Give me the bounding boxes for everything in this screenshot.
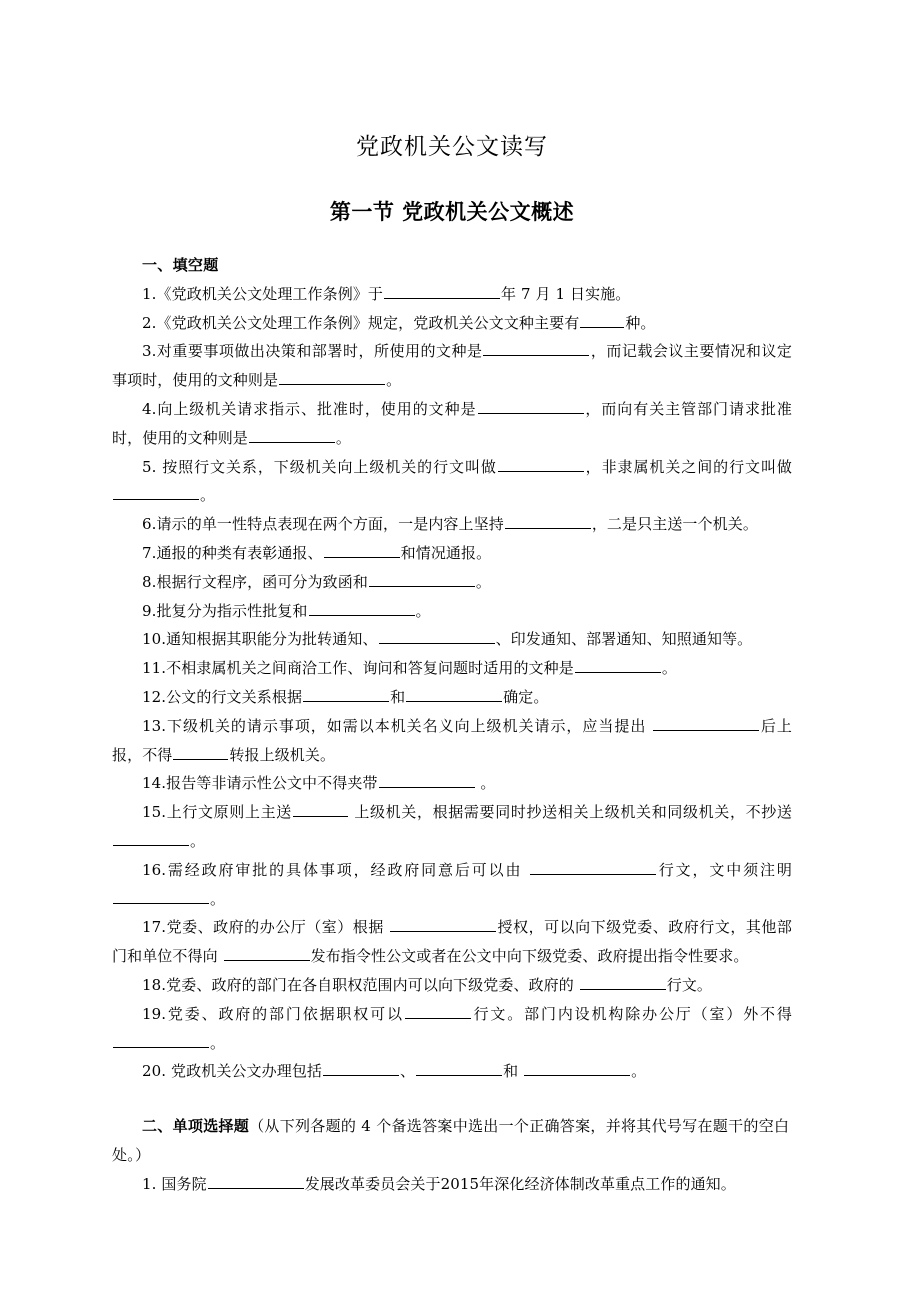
question-item bbox=[112, 1170, 792, 1199]
question-text: 下级机关的请示事项，如需以本机关名义向上级机关请示，应当提出 bbox=[166, 716, 653, 735]
question-text: 发布指令性公文或者在公文中向下级党委、政府提出指令性要求。 bbox=[310, 947, 749, 966]
fill-in-blank[interactable] bbox=[113, 888, 209, 903]
question-text: ，而向有关主管部门请求批准时，使用的文种则是 bbox=[112, 400, 792, 447]
part-one-heading bbox=[112, 225, 792, 280]
question-number: 19. bbox=[142, 1004, 167, 1023]
question-text: 确定。 bbox=[503, 688, 549, 706]
fill-in-blank[interactable] bbox=[384, 284, 500, 299]
part-two-heading-note: （从下列各题的 4 个备选答案中选出一个正确答案，并将其代号写在题干的空白处。） bbox=[112, 1117, 790, 1164]
fill-in-blank[interactable] bbox=[279, 370, 385, 385]
fill-in-blank[interactable] bbox=[379, 773, 475, 788]
question-text: 根据行文程序，函可分为致函和 bbox=[156, 572, 368, 591]
question-text: 党委、政府的部门依据职权可以 bbox=[166, 1004, 404, 1023]
fill-in-blank[interactable] bbox=[173, 744, 228, 759]
question-text: 上行文原则上主送 bbox=[166, 803, 292, 822]
question-item bbox=[112, 1057, 792, 1086]
question-text: 按照行文关系，下级机关向上级机关的行文叫做 bbox=[162, 457, 497, 476]
question-text: 、印发通知、部署通知、知照通知等。 bbox=[495, 630, 753, 649]
question-item bbox=[112, 856, 792, 914]
fill-in-blank[interactable] bbox=[653, 716, 759, 731]
question-text: 。 bbox=[386, 371, 402, 390]
question-item bbox=[112, 280, 792, 309]
part-two-question-list bbox=[112, 1170, 792, 1199]
question-number: 1. bbox=[142, 284, 157, 303]
question-text: 年 7 月 1 日实施。 bbox=[501, 284, 631, 303]
question-item bbox=[112, 597, 792, 626]
question-text: 请示的单一性特点表现在两个方面，一是内容上坚持 bbox=[156, 515, 504, 534]
question-text: 行文。 bbox=[666, 975, 713, 994]
part-one-heading-label: 一、填空题 bbox=[142, 256, 219, 275]
question-text: 后上报，不得 bbox=[112, 716, 792, 764]
question-item bbox=[112, 712, 792, 770]
part-two-heading-label: 二、单项选择题 bbox=[142, 1117, 250, 1136]
question-text: 。 bbox=[210, 1033, 226, 1052]
question-number: 1. bbox=[142, 1174, 162, 1193]
question-text: 党委、政府的办公厅（室）根据 bbox=[166, 918, 390, 937]
fill-in-blank[interactable] bbox=[580, 975, 666, 990]
question-text: 。 bbox=[190, 831, 206, 850]
question-item bbox=[112, 510, 792, 539]
fill-in-blank[interactable] bbox=[390, 917, 496, 932]
fill-in-blank[interactable] bbox=[483, 341, 589, 356]
fill-in-blank[interactable] bbox=[575, 658, 661, 673]
question-number: 16. bbox=[142, 860, 167, 879]
question-text: 需经政府审批的具体事项，经政府同意后可以由 bbox=[166, 860, 529, 879]
question-number: 4. bbox=[142, 400, 157, 419]
fill-in-blank[interactable] bbox=[303, 687, 389, 702]
question-text: 《党政机关公文处理工作条例》规定，党政机关公文文种主要有 bbox=[156, 313, 580, 332]
fill-in-blank[interactable] bbox=[530, 860, 656, 875]
question-text: 、 bbox=[400, 1062, 416, 1081]
question-text: 党政机关公文办理包括 bbox=[171, 1062, 323, 1081]
section-heading: 第一节 党政机关公文概述 bbox=[329, 198, 575, 224]
question-number: 10. bbox=[142, 630, 167, 649]
fill-in-blank[interactable] bbox=[416, 1061, 502, 1076]
fill-in-blank[interactable] bbox=[208, 1174, 304, 1189]
question-number: 11. bbox=[142, 659, 167, 678]
question-number: 9. bbox=[142, 601, 157, 620]
fill-in-blank[interactable] bbox=[224, 946, 310, 961]
question-item bbox=[112, 654, 792, 683]
question-text: 和 bbox=[503, 1062, 524, 1081]
question-text: 。 bbox=[335, 428, 352, 447]
question-text: 向上级机关请求指示、批准时，使用的文种是 bbox=[156, 400, 477, 419]
question-number: 8. bbox=[142, 572, 157, 591]
question-number: 3. bbox=[142, 342, 157, 361]
question-text: 通知根据其职能分为批转通知、 bbox=[166, 630, 378, 649]
question-number: 15. bbox=[142, 803, 167, 822]
question-text: 行文，文中须注明 bbox=[656, 860, 792, 879]
document-content bbox=[112, 0, 792, 1199]
page-title: 党政机关公文读写 bbox=[356, 134, 548, 160]
question-item bbox=[112, 539, 792, 568]
question-text: 报告等非请示性公文中不得夹带 bbox=[166, 774, 378, 793]
question-text: 上级机关，根据需要同时抄送相关上级机关和同级机关，不抄送 bbox=[348, 803, 792, 822]
question-text: 不相隶属机关之间商洽工作、询问和答复问题时适用的文种是 bbox=[166, 659, 574, 678]
question-item bbox=[112, 453, 792, 511]
question-text: 。 bbox=[475, 572, 492, 591]
question-number: 20. bbox=[142, 1062, 172, 1081]
question-text: 。 bbox=[200, 486, 216, 505]
question-number: 14. bbox=[142, 774, 167, 793]
question-text: ，非隶属机关之间的行文叫做 bbox=[584, 457, 792, 476]
question-text: ，二是只主送一个机关。 bbox=[591, 515, 758, 534]
question-text: 种。 bbox=[625, 313, 656, 332]
question-text: ，而记载会议主要情况和议定事项时，使用的文种则是 bbox=[112, 342, 792, 390]
question-text: 发展改革委员会关于2015年深化经济体制改革重点工作的通知。 bbox=[304, 1174, 736, 1193]
fill-in-blank[interactable] bbox=[379, 629, 495, 644]
question-item bbox=[112, 769, 792, 798]
question-number: 17. bbox=[142, 918, 167, 937]
fill-in-blank[interactable] bbox=[524, 1061, 630, 1076]
fill-in-blank[interactable] bbox=[293, 802, 348, 817]
question-item bbox=[112, 625, 792, 654]
question-text: 党委、政府的部门在各自职权范围内可以向下级党委、政府的 bbox=[166, 975, 579, 994]
question-number: 18. bbox=[142, 975, 167, 994]
fill-in-blank[interactable] bbox=[505, 514, 591, 529]
question-text: 和 bbox=[390, 688, 406, 706]
question-item bbox=[112, 309, 792, 338]
question-text: 授权，可以向下级党委、政府行文，其他部门和单位不得向 bbox=[112, 918, 792, 966]
fill-in-blank[interactable] bbox=[478, 399, 584, 414]
question-text: 。 bbox=[631, 1062, 647, 1081]
question-number: 13. bbox=[142, 716, 167, 735]
fill-in-blank[interactable] bbox=[498, 456, 584, 471]
question-text: 公文的行文关系根据 bbox=[166, 688, 303, 706]
question-text: 批复分为指示性批复和 bbox=[156, 601, 308, 620]
question-number: 12. bbox=[142, 688, 167, 706]
fill-in-blank[interactable] bbox=[324, 543, 400, 558]
question-item bbox=[112, 971, 792, 1000]
question-number: 2. bbox=[142, 313, 157, 332]
part-one-question-list bbox=[112, 280, 792, 1086]
part-two-heading bbox=[112, 1086, 792, 1170]
question-number: 6. bbox=[142, 515, 157, 534]
question-item bbox=[112, 798, 792, 856]
question-text: 国务院 bbox=[161, 1174, 207, 1193]
question-item bbox=[112, 337, 792, 395]
fill-in-blank[interactable] bbox=[369, 572, 475, 587]
fill-in-blank[interactable] bbox=[113, 1032, 209, 1047]
question-text: 。 bbox=[415, 601, 431, 620]
question-text: 转报上级机关。 bbox=[229, 745, 336, 764]
question-item bbox=[112, 683, 792, 712]
question-text: 和情况通报。 bbox=[400, 544, 492, 563]
question-text: 行文。部门内设机构除办公厅（室）外不得 bbox=[471, 1004, 792, 1023]
question-text: 。 bbox=[475, 774, 496, 793]
question-item bbox=[112, 1000, 792, 1058]
fill-in-blank[interactable] bbox=[113, 831, 189, 846]
fill-in-blank[interactable] bbox=[249, 428, 335, 443]
question-item bbox=[112, 395, 792, 453]
question-text: 。 bbox=[661, 659, 677, 678]
question-text: 《党政机关公文处理工作条例》于 bbox=[156, 284, 384, 303]
fill-in-blank[interactable] bbox=[580, 312, 624, 327]
question-item bbox=[112, 913, 792, 971]
fill-in-blank[interactable] bbox=[309, 600, 415, 615]
fill-in-blank[interactable] bbox=[406, 687, 502, 702]
fill-in-blank[interactable] bbox=[323, 1061, 399, 1076]
question-number: 7. bbox=[142, 544, 157, 563]
question-text: 对重要事项做出决策和部署时，所使用的文种是 bbox=[156, 342, 483, 361]
fill-in-blank[interactable] bbox=[405, 1004, 471, 1019]
question-text: 。 bbox=[210, 889, 226, 908]
question-text: 通报的种类有表彰通报、 bbox=[156, 544, 323, 563]
question-number: 5. bbox=[142, 457, 163, 476]
fill-in-blank[interactable] bbox=[113, 485, 199, 500]
question-item bbox=[112, 568, 792, 597]
